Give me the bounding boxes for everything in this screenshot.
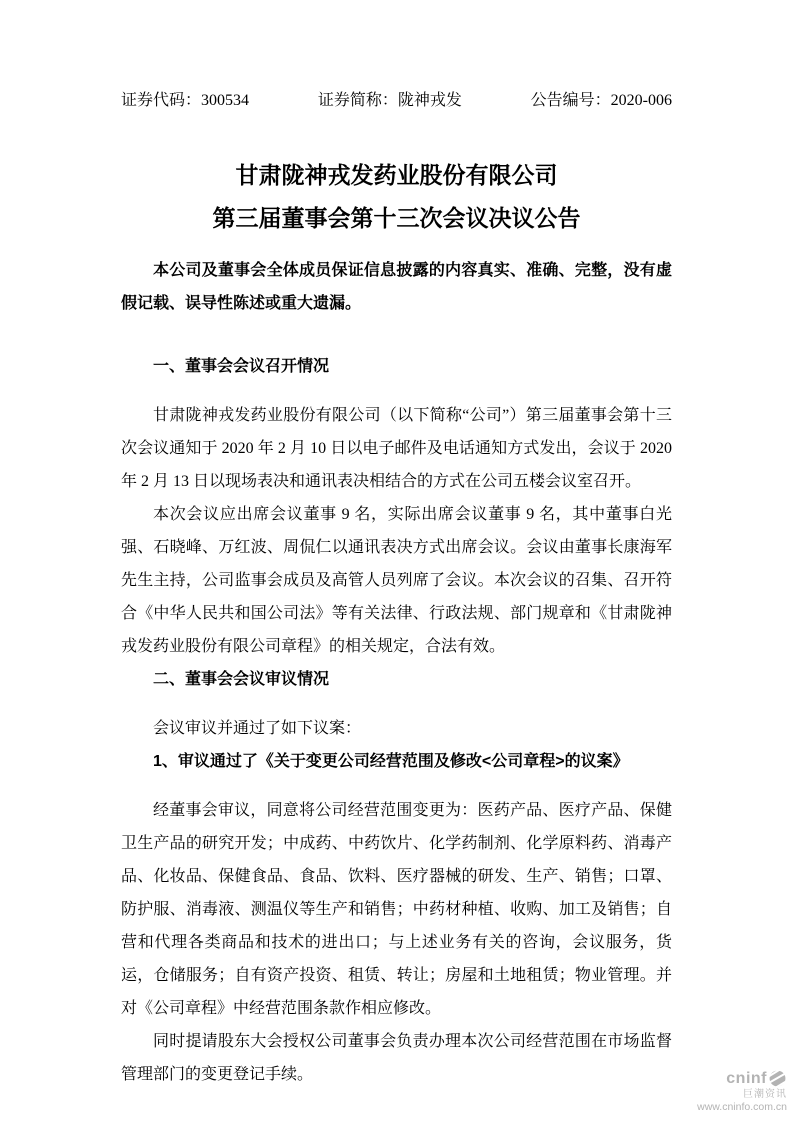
- disclaimer-statement: 本公司及董事会全体成员保证信息披露的内容真实、准确、完整，没有虚假记载、误导性陈述或重大遗漏。: [121, 262, 672, 312]
- document-title: [121, 154, 672, 240]
- cninfo-logo-icon: [768, 1069, 787, 1088]
- company-name-title: 甘肃陇神戎发药业股份有限公司: [235, 162, 558, 188]
- document-header: [121, 90, 672, 112]
- cninfo-brand-row: [697, 1069, 787, 1088]
- cninfo-watermark: [697, 1069, 787, 1114]
- section-1-heading: 一、董事会会议召开情况: [153, 358, 330, 375]
- stock-code: 证券代码：300534: [121, 92, 250, 109]
- section-1-paragraph-1: 甘肃陇神戎发药业股份有限公司（以下简称“公司”）第三届董事会第十三次会议通知于 2020 年 2 月 10 日以电子邮件及电话通知方式发出，会议于 2020 年 2 月 13 日以现场表决和通讯表决相结合的方式在公司五楼会议室召开。: [121, 407, 672, 490]
- document-page: [121, 90, 672, 1091]
- meeting-resolution-title: 第三届董事会第十三次会议决议公告: [212, 205, 581, 231]
- stock-abbr: 证券简称：陇神戎发: [317, 92, 462, 109]
- resolution-item-1-paragraph-1: 经董事会审议，同意将公司经营范围变更为：医药产品、医疗产品、保健卫生产品的研究开发；中成药、中药饮片、化学药制剂、化学原料药、消毒产品、化妆品、保健食品、食品、饮料、医疗器械的研发、生产、销售；口罩、防护服、消毒液、测温仪等生产和销售；中药材种植、收购、加工及销售；自营和代理各类商品和技术的进出口；与上述业务有关的咨询，会议服务，货运，仓储服务；自有资产投资、租赁、转让；房屋和土地租赁；物业管理。并对《公司章程》中经营范围条款作相应修改。: [121, 802, 672, 1017]
- resolution-item-1-heading: 1、审议通过了《关于变更公司经营范围及修改<公司章程>的议案》: [153, 753, 629, 770]
- section-2-heading: 二、董事会会议审议情况: [153, 671, 330, 688]
- announcement-number: 公告编号：2020-006: [530, 92, 672, 109]
- resolution-item-1-paragraph-2: 同时提请股东大会授权公司董事会负责办理本次公司经营范围在市场监督管理部门的变更登记手续。: [121, 1033, 672, 1083]
- cninfo-url: www.cninfo.com.cn: [697, 1101, 787, 1114]
- cninfo-brand-text: cninf: [726, 1070, 767, 1088]
- section-2-intro: 会议审议并通过了如下议案：: [153, 720, 362, 737]
- cninfo-brand-chinese: 巨潮资讯: [743, 1089, 787, 1101]
- section-1-paragraph-2: 本次会议应出席会议董事 9 名，实际出席会议董事 9 名，其中董事白光强、石晓峰、万红波、周侃仁以通讯表决方式出席会议。会议由董事长康海军先生主持，公司监事会成员及高管人员列席了会议。本次会议的召集、召开符合《中华人民共和国公司法》等有关法律、行政法规、部门规章和《甘肃陇神戎发药业股份有限公司章程》的相关规定，合法有效。: [121, 506, 672, 655]
